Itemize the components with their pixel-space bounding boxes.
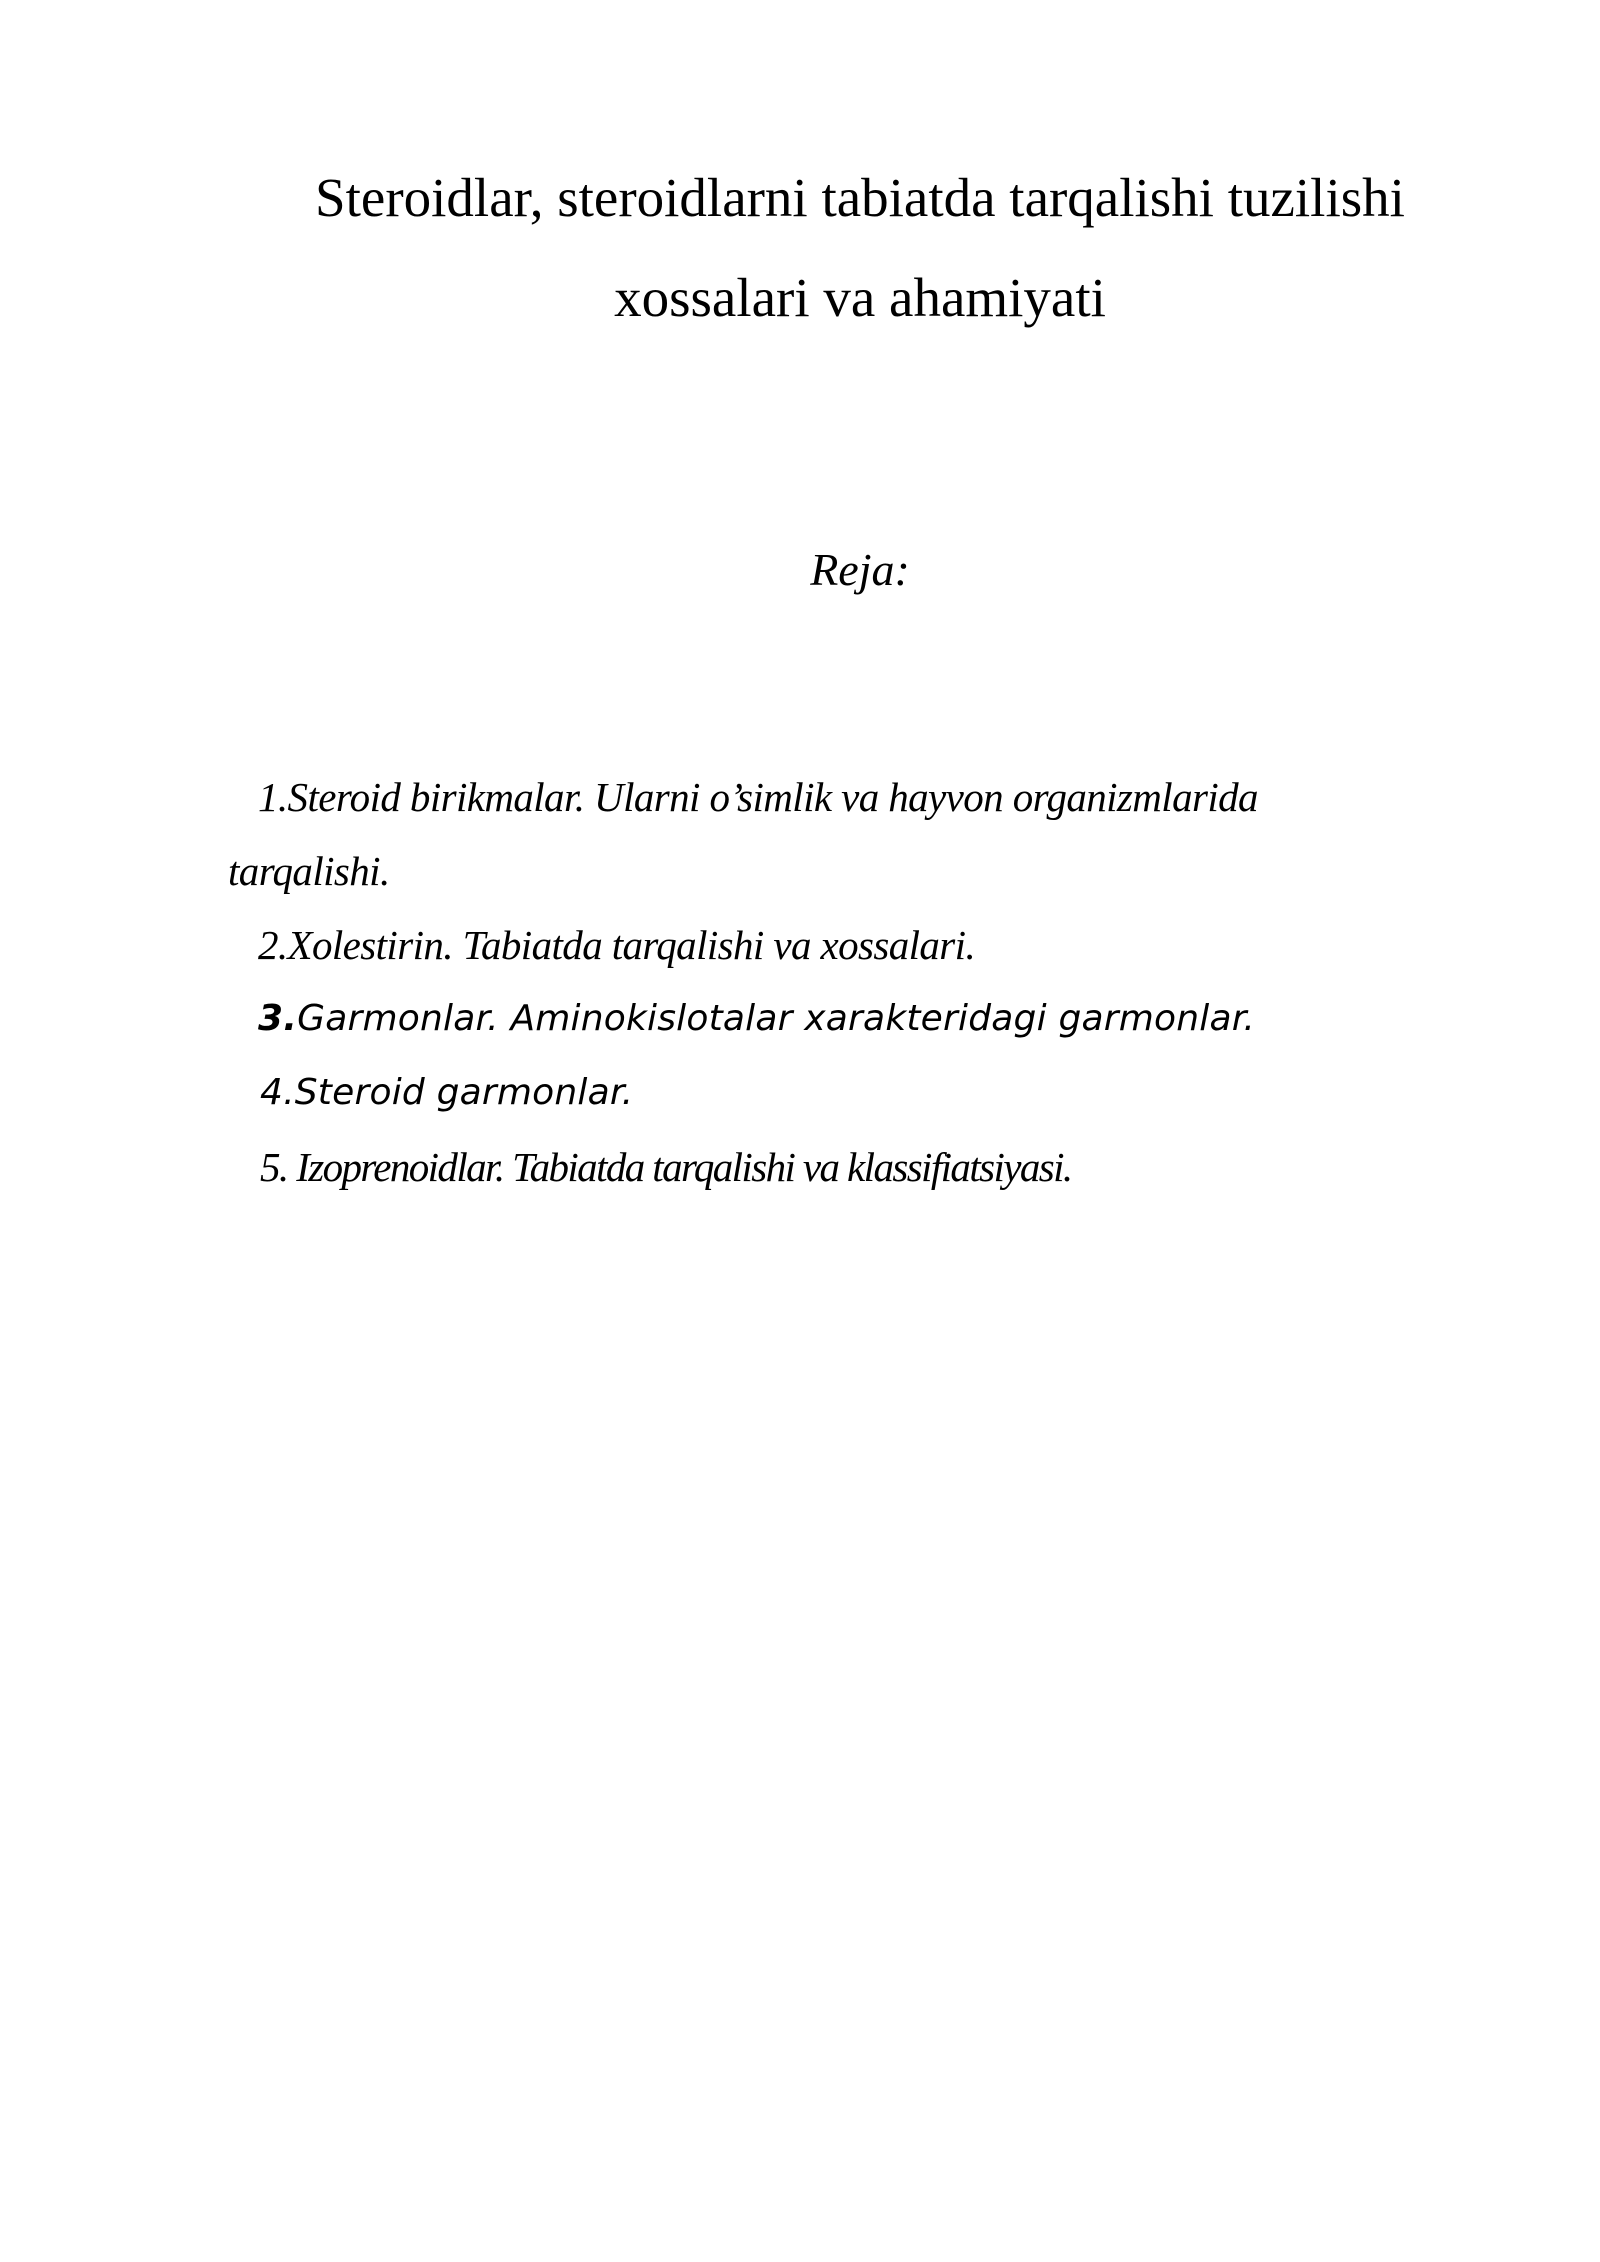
- plan-item-2: [228, 908, 1428, 982]
- plan-item-1-line-2: tarqalishi.: [228, 848, 390, 894]
- plan-item-3: [228, 982, 1428, 1056]
- plan-item-5-text: 5. Izoprenoidlar. Tabiatda tarqalishi va klassifiatsiyasi.: [260, 1144, 1072, 1190]
- plan-heading: Reja:: [810, 544, 910, 595]
- plan-list: [228, 760, 1428, 1204]
- plan-item-3-text: Garmonlar. Aminokislotalar xarakteridagi garmonlar.: [297, 998, 1256, 1039]
- plan-item-4: [228, 1056, 1428, 1130]
- plan-item-5: [228, 1130, 1428, 1204]
- plan-item-2-text: 2.Xolestirin. Tabiatda tarqalishi va xossalari.: [258, 922, 976, 968]
- title-line-2: xossalari va ahamiyati: [614, 267, 1106, 328]
- plan-item-4-text: 4.Steroid garmonlar.: [260, 1072, 634, 1113]
- plan-item-1-line-1: 1.Steroid birikmalar. Ularni o’simlik va hayvon organizmlarida: [258, 774, 1258, 820]
- title-line-1: Steroidlar, steroidlarni tabiatda tarqalishi tuzilishi: [315, 167, 1405, 228]
- page-title: [200, 148, 1520, 348]
- plan-item-3-number: 3.: [258, 998, 298, 1039]
- plan-item-1: [228, 760, 1428, 834]
- plan-item-1-continuation: [228, 834, 1428, 908]
